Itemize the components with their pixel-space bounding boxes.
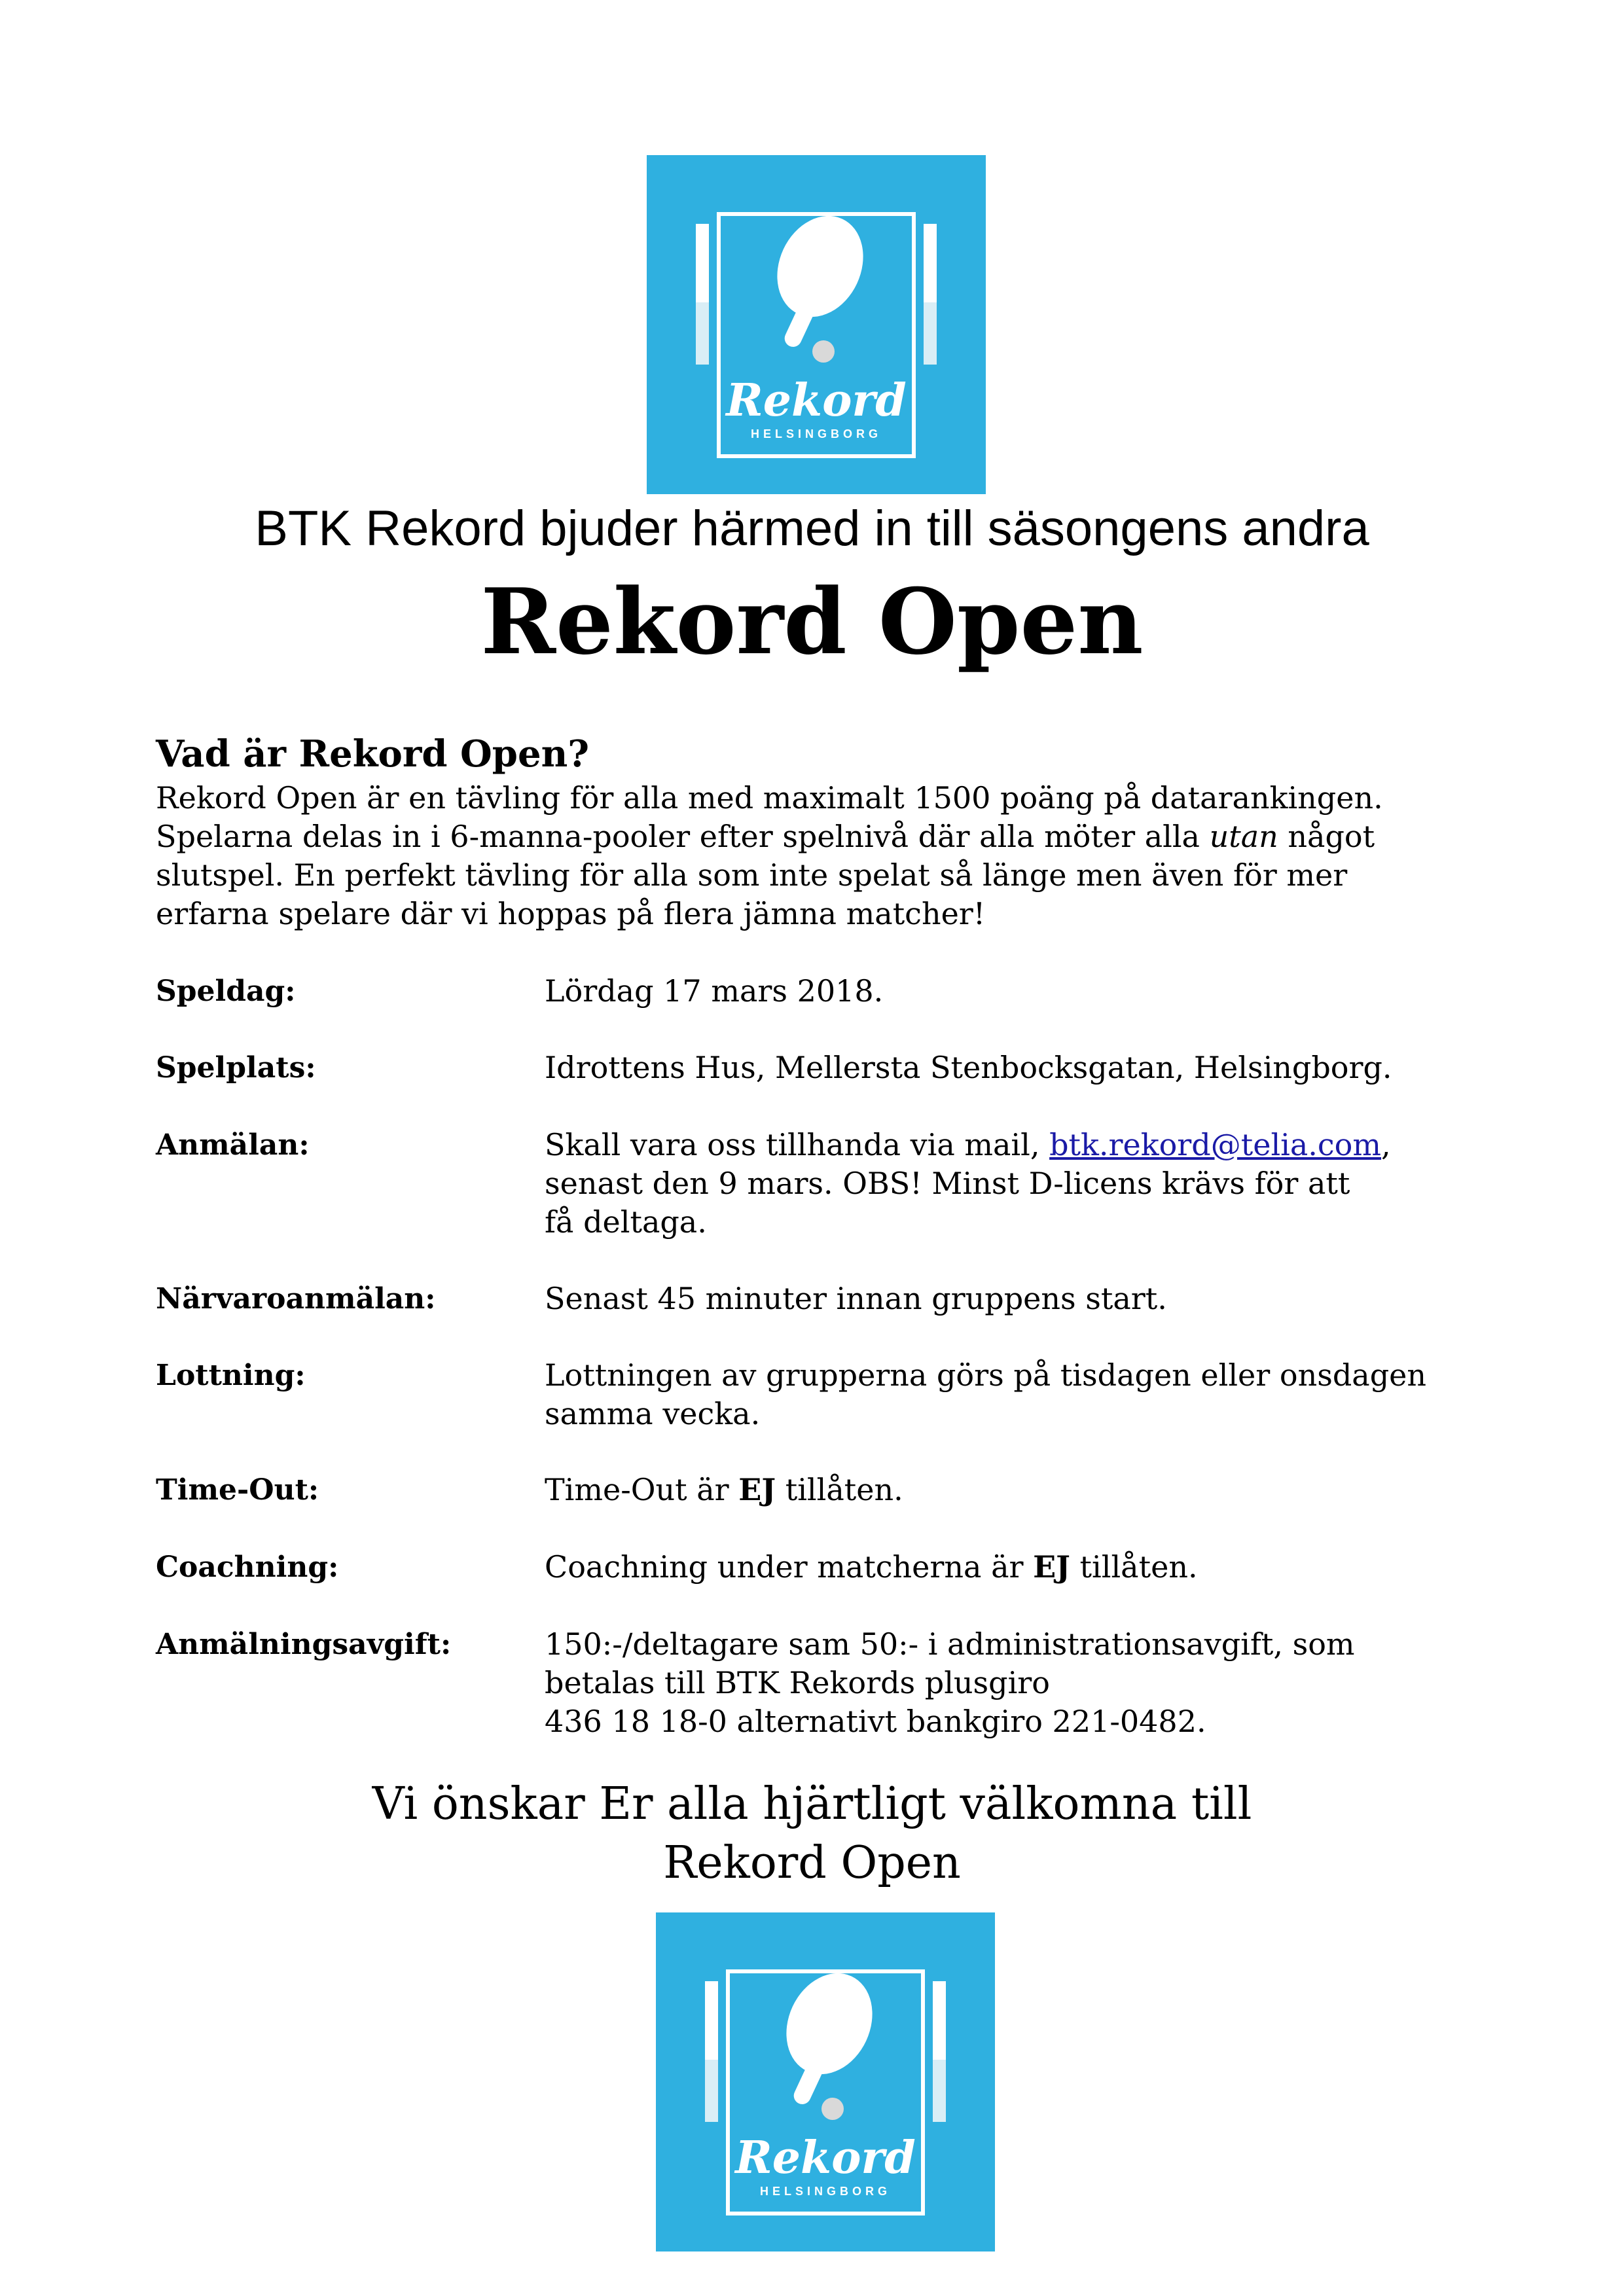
section-heading: Vad är Rekord Open?	[156, 732, 590, 776]
intro-paragraph	[156, 779, 1491, 933]
svg-text:HELSINGBORG: HELSINGBORG	[750, 427, 882, 440]
detail-line: samma vecka.	[545, 1396, 761, 1431]
detail-emphasis: EJ	[1033, 1549, 1070, 1585]
detail-value	[545, 1625, 1507, 1741]
intro-text: Spelarna delas in i 6-manna-pooler efter spelnivå där alla möter alla	[156, 819, 1210, 854]
detail-line: få deltaga.	[545, 1204, 707, 1240]
detail-line: 436 18 18-0 alternativt bankgiro 221-0482.	[545, 1704, 1206, 1739]
detail-label: Lottning:	[156, 1359, 306, 1392]
svg-text:Rekord: Rekord	[735, 2132, 916, 2184]
intro-line-2	[156, 817, 1491, 856]
page-title: Rekord Open	[480, 568, 1144, 675]
detail-text: Coachning under matcherna är	[545, 1549, 1034, 1585]
detail-label: Coachning:	[156, 1551, 339, 1584]
detail-value	[545, 1126, 1507, 1242]
detail-text: ,	[1381, 1127, 1391, 1162]
detail-text: Skall vara oss tillhanda via mail,	[545, 1127, 1050, 1162]
detail-label: Time-Out:	[156, 1473, 319, 1507]
detail-value	[545, 1356, 1507, 1433]
detail-line: betalas till BTK Rekords plusgiro	[545, 1665, 1050, 1700]
invite-line: BTK Rekord bjuder härmed in till säsongens andra	[255, 501, 1369, 556]
detail-value: Lördag 17 mars 2018.	[545, 973, 884, 1009]
detail-line: Lottningen av grupperna görs på tisdagen eller onsdagen	[545, 1357, 1426, 1393]
club-logo-top	[647, 155, 986, 494]
closing-line-1: Vi önskar Er alla hjärtligt välkomna till	[372, 1778, 1252, 1830]
detail-value: Idrottens Hus, Mellersta Stenbocksgatan, Helsingborg.	[545, 1050, 1392, 1085]
closing-message	[0, 1775, 1624, 1893]
detail-value: Senast 45 minuter innan gruppens start.	[545, 1281, 1167, 1316]
detail-text: tillåten.	[1070, 1549, 1198, 1585]
detail-label: Speldag:	[156, 975, 296, 1008]
detail-line: senast den 9 mars. OBS! Minst D-licens krävs för att	[545, 1166, 1350, 1201]
intro-line-4: erfarna spelare där vi hoppas på flera jämna matcher!	[156, 896, 986, 931]
detail-value	[545, 1548, 1507, 1587]
svg-text:HELSINGBORG: HELSINGBORG	[759, 2185, 892, 2198]
intro-line-3: slutspel. En perfekt tävling för alla som inte spelat så länge men även för mer	[156, 857, 1348, 893]
table-tennis-paddle-icon	[656, 1912, 995, 2251]
email-link[interactable]: btk.rekord@telia.com	[1049, 1127, 1381, 1162]
detail-label: Anmälan:	[156, 1128, 310, 1162]
detail-label: Anmälningsavgift:	[156, 1628, 452, 1661]
detail-label: Spelplats:	[156, 1051, 316, 1085]
svg-text:Rekord: Rekord	[726, 374, 907, 427]
club-logo-bottom	[656, 1912, 995, 2251]
closing-line-2: Rekord Open	[663, 1837, 961, 1889]
intro-line-1: Rekord Open är en tävling för alla med maximalt 1500 poäng på datarankingen.	[156, 780, 1383, 816]
detail-text: tillåten.	[776, 1472, 903, 1507]
detail-emphasis: EJ	[738, 1472, 776, 1507]
intro-text: något	[1278, 819, 1375, 854]
detail-label: Närvaroanmälan:	[156, 1282, 436, 1316]
detail-line: 150:-/deltagare sam 50:- i administrationsavgift, som	[545, 1626, 1355, 1662]
table-tennis-paddle-icon	[647, 155, 986, 494]
detail-text: Time-Out är	[545, 1472, 739, 1507]
intro-emphasis: utan	[1209, 819, 1278, 854]
detail-value	[545, 1471, 1507, 1509]
detail-line	[545, 1126, 1507, 1164]
